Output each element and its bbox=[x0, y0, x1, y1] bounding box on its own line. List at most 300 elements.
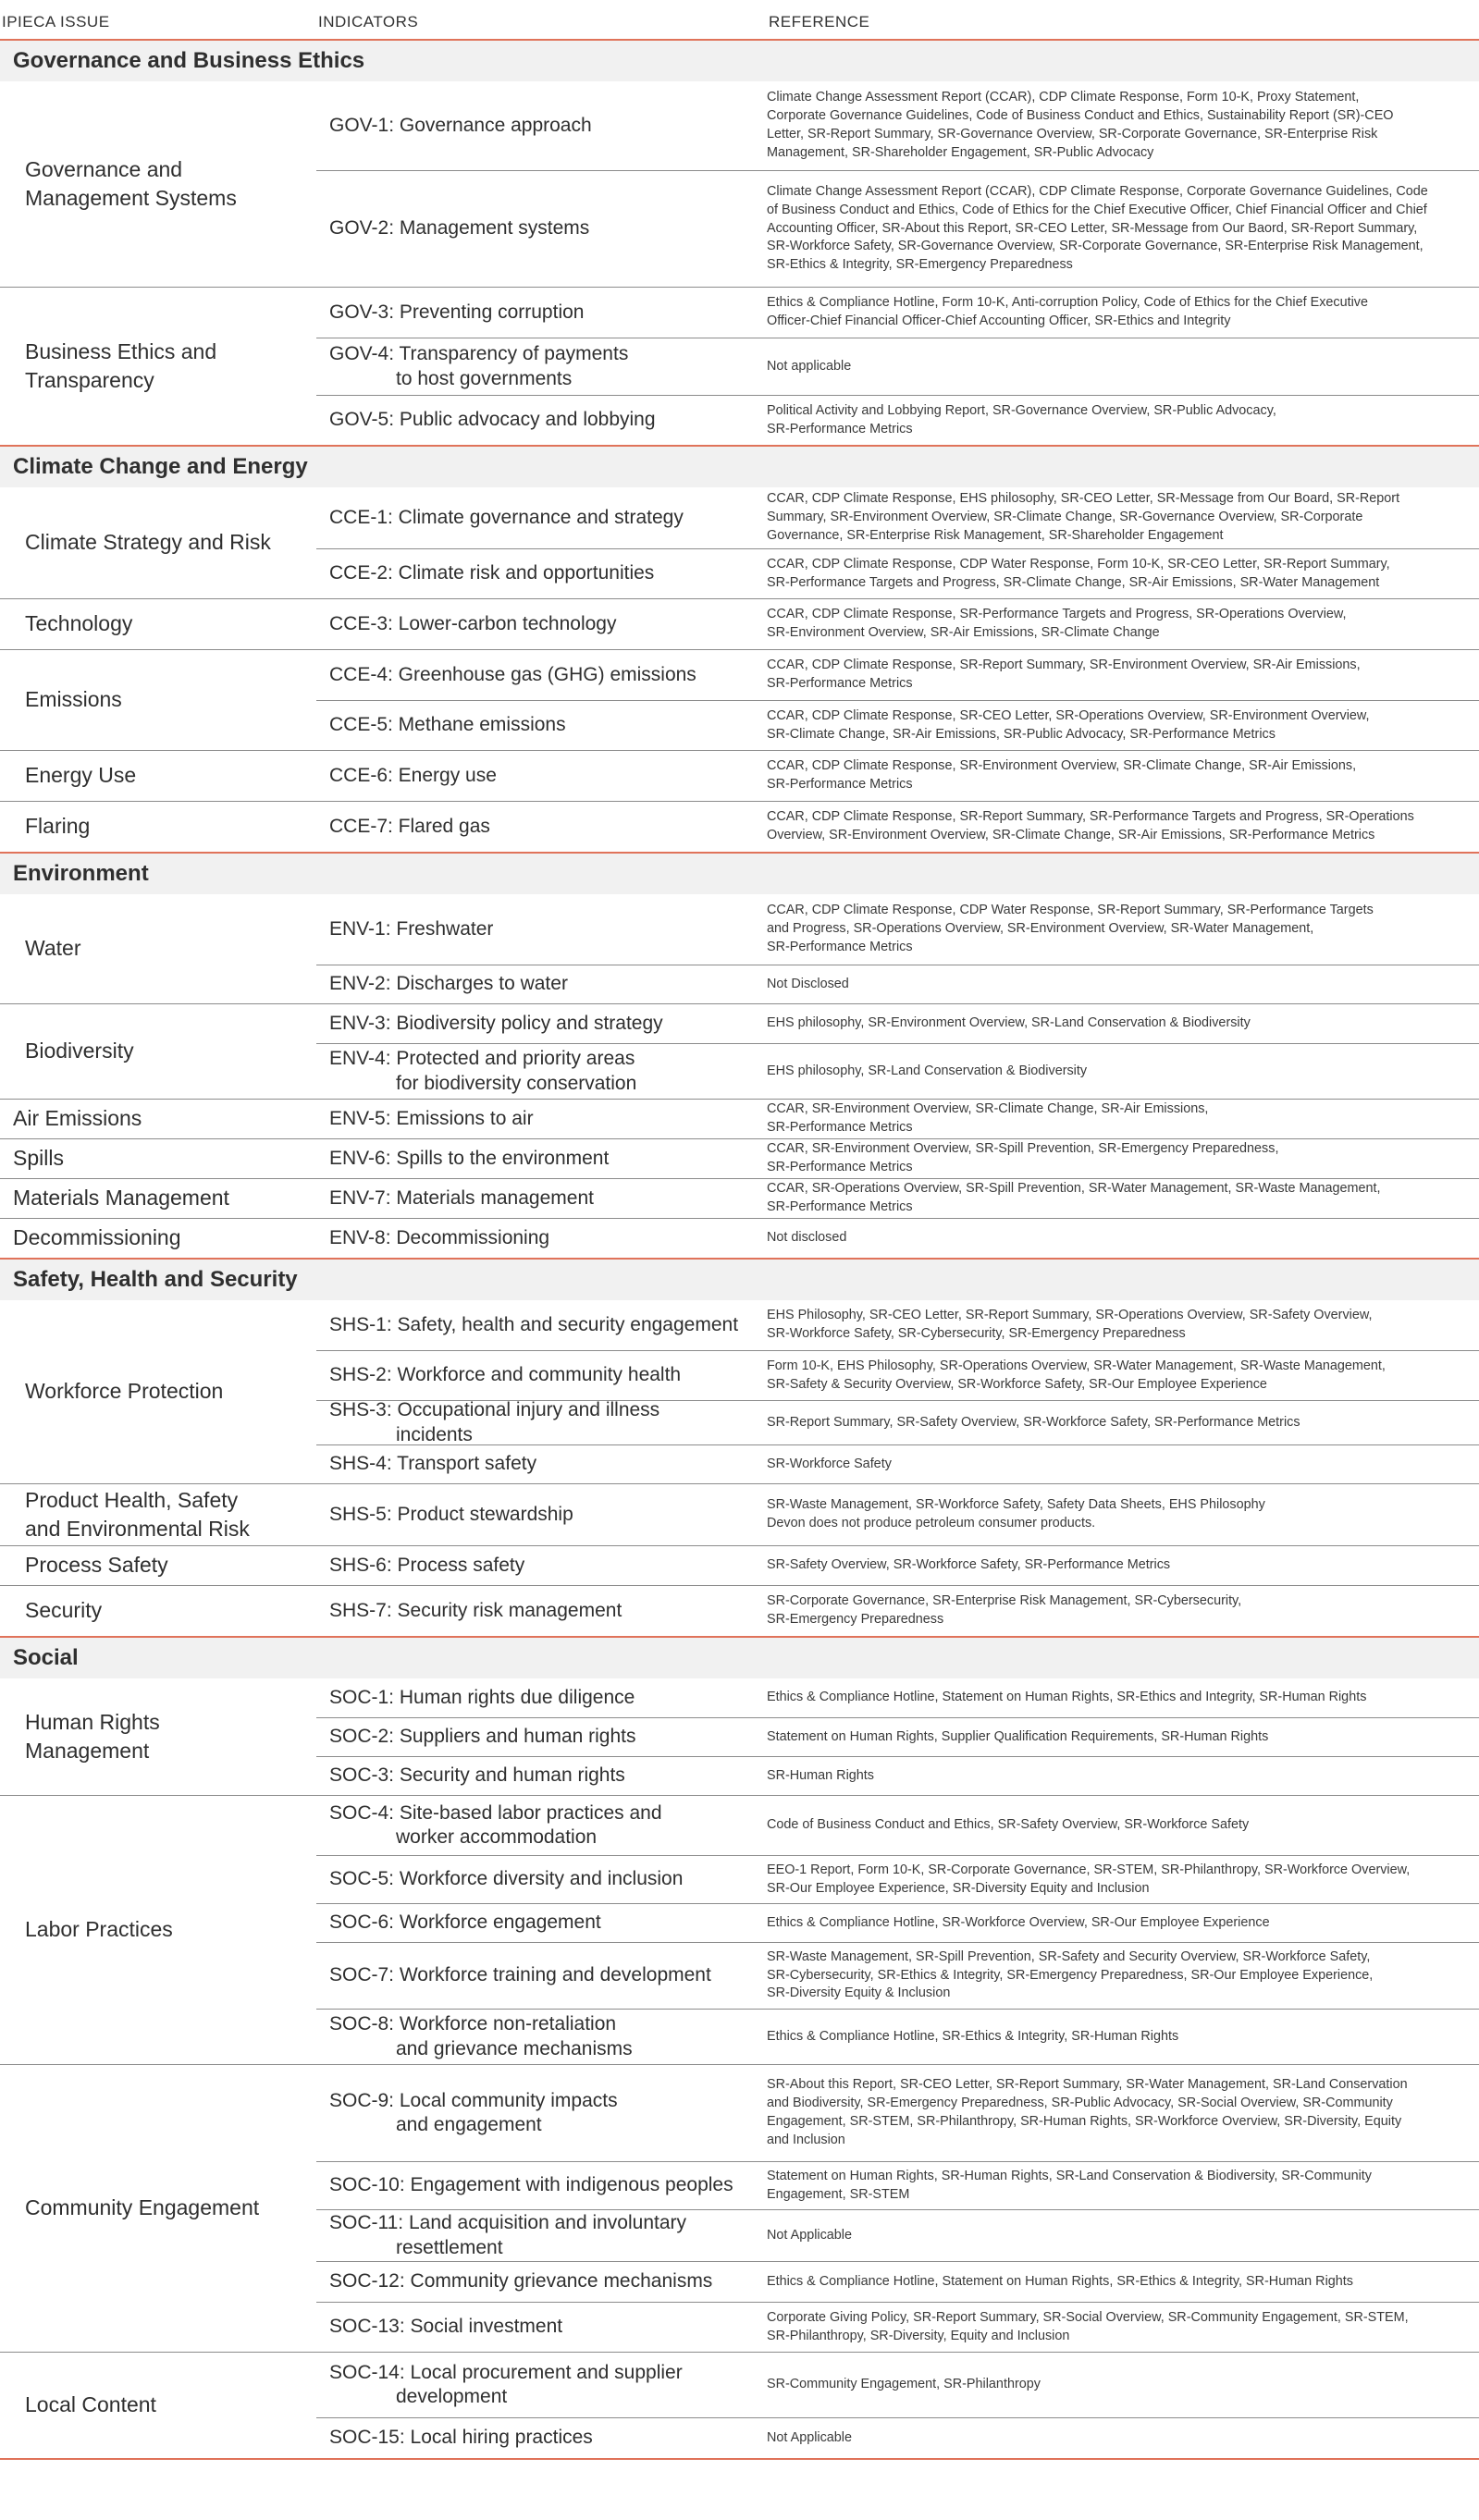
reference-text-line: CCAR, SR-Operations Overview, SR-Spill Prevention, SR-Water Management, SR-Waste Management, bbox=[767, 1181, 1381, 1197]
issue-label-line: Flaring bbox=[25, 814, 91, 839]
reference-text-line: SR-Performance Metrics bbox=[767, 1199, 913, 1214]
indicator-text: SOC-8: Workforce non-retaliation bbox=[329, 2013, 617, 2035]
reference-text-line: SR-Performance Metrics bbox=[767, 939, 913, 954]
reference-cell bbox=[767, 1496, 1479, 1533]
issue-label bbox=[0, 2065, 316, 2352]
issue-label-line: Management bbox=[25, 1739, 150, 1763]
issue-label bbox=[0, 802, 316, 852]
indicator-text: ENV-2: Discharges to water bbox=[329, 973, 568, 995]
issue-group bbox=[0, 801, 1479, 852]
issue-group bbox=[0, 750, 1479, 801]
issue-label-line: Local Content bbox=[25, 2392, 156, 2417]
issue-label bbox=[0, 1179, 316, 1218]
issue-group bbox=[0, 1003, 1479, 1099]
indicator-cell bbox=[316, 301, 767, 325]
issue-label-line: Biodiversity bbox=[25, 1039, 134, 1063]
table-row bbox=[316, 2209, 1479, 2261]
reference-text-line: SR-Report Summary, SR-Safety Overview, SR-Workforce Safety, SR-Performance Metrics bbox=[767, 1414, 1300, 1430]
indicator-cell bbox=[316, 663, 767, 687]
indicator-text: GOV-4: Transparency of payments bbox=[329, 343, 629, 365]
table-row bbox=[316, 1678, 1479, 1717]
issue-group bbox=[0, 649, 1479, 750]
issue-label-line: Air Emissions bbox=[13, 1106, 142, 1131]
issue-label-line: Community Engagement bbox=[25, 2195, 260, 2220]
indicator-rows bbox=[316, 487, 1479, 598]
reference-cell bbox=[767, 657, 1479, 694]
table-row bbox=[316, 1796, 1479, 1855]
table-row bbox=[316, 1546, 1479, 1585]
reference-text-line: and Inclusion bbox=[767, 2132, 845, 2147]
reference-text-line: SR-Performance Metrics bbox=[767, 1160, 913, 1174]
reference-text-line: SR-Cybersecurity, SR-Ethics & Integrity, SR-Emergency Preparedness, SR-Our Employee Experience, bbox=[767, 1967, 1374, 1983]
issue-label bbox=[0, 1139, 316, 1178]
reference-text-line: CCAR, CDP Climate Response, CDP Water Response, Form 10-K, SR-CEO Letter, SR-Report Summary, bbox=[767, 556, 1390, 572]
reference-text-line: Corporate Governance Guidelines, Code of Business Conduct and Ethics, Sustainability Report (SR)-CEO bbox=[767, 108, 1394, 124]
table-row bbox=[316, 1855, 1479, 1903]
reference-text-line: Ethics & Compliance Hotline, SR-Workforce Overview, SR-Our Employee Experience bbox=[767, 1914, 1270, 1930]
table-row bbox=[316, 2261, 1479, 2302]
indicator-rows bbox=[316, 1100, 1479, 1138]
indicator-cell bbox=[316, 2269, 767, 2293]
indicator-text: SOC-5: Workforce diversity and inclusion bbox=[329, 1868, 684, 1890]
reference-text-line: Statement on Human Rights, SR-Human Rights, SR-Land Conservation & Biodiversity, SR-Community bbox=[767, 2168, 1372, 2183]
indicator-text: GOV-3: Preventing corruption bbox=[329, 301, 585, 323]
reference-text-line: Climate Change Assessment Report (CCAR), CDP Climate Response, Form 10-K, Proxy Statement, bbox=[767, 90, 1360, 105]
indicator-text: worker accommodation bbox=[396, 1826, 598, 1848]
reference-text-line: SR-Diversity Equity & Inclusion bbox=[767, 1985, 951, 2001]
reference-text-line: Summary, SR-Environment Overview, SR-Climate Change, SR-Governance Overview, SR-Corporate bbox=[767, 510, 1363, 525]
issue-group bbox=[0, 1099, 1479, 1138]
table-row bbox=[316, 170, 1479, 287]
reference-cell bbox=[767, 757, 1479, 794]
indicator-text: SHS-1: Safety, health and security engagement bbox=[329, 1313, 739, 1335]
reference-text-line: SR-Climate Change, SR-Air Emissions, SR-Public Advocacy, SR-Performance Metrics bbox=[767, 726, 1276, 742]
issue-label-line: Product Health, Safety bbox=[25, 1487, 239, 1512]
indicator-text: resettlement bbox=[396, 2236, 503, 2258]
reference-cell bbox=[767, 606, 1479, 643]
table-row bbox=[316, 894, 1479, 965]
indicator-rows bbox=[316, 599, 1479, 649]
reference-text-line: Not Applicable bbox=[767, 2227, 852, 2243]
reference-text-line: SR-Emergency Preparedness bbox=[767, 1612, 944, 1627]
table-row bbox=[316, 1219, 1479, 1258]
section-title: Climate Change and Energy bbox=[0, 447, 1479, 487]
table-row bbox=[316, 2161, 1479, 2209]
indicator-text: SHS-7: Security risk management bbox=[329, 1599, 622, 1621]
reference-cell bbox=[767, 358, 1479, 376]
indicator-text: SOC-9: Local community impacts bbox=[329, 2089, 618, 2111]
reference-text-line: Management, SR-Shareholder Engagement, SR-Public Advocacy bbox=[767, 144, 1154, 160]
issue-label-line: Materials Management bbox=[13, 1186, 229, 1211]
reference-text-line: SR-Workforce Safety bbox=[767, 1456, 892, 1471]
issue-label-line: Workforce Protection bbox=[25, 1379, 224, 1404]
reference-cell bbox=[767, 1456, 1479, 1474]
indicator-text: SOC-7: Workforce training and development bbox=[329, 1964, 711, 1986]
issue-label bbox=[0, 894, 316, 1003]
reference-cell bbox=[767, 1358, 1479, 1395]
header-reference: REFERENCE bbox=[769, 13, 870, 31]
reference-text-line: EHS Philosophy, SR-CEO Letter, SR-Report Summary, SR-Operations Overview, SR-Safety Overview, bbox=[767, 1308, 1373, 1323]
reference-cell bbox=[767, 402, 1479, 439]
reference-cell bbox=[767, 2028, 1479, 2047]
reference-text-line: Code of Business Conduct and Ethics, SR-Safety Overview, SR-Workforce Safety bbox=[767, 1817, 1250, 1833]
indicator-cell bbox=[316, 1801, 767, 1850]
issue-group bbox=[0, 1585, 1479, 1636]
issue-label bbox=[0, 1796, 316, 2064]
indicator-text: SOC-1: Human rights due diligence bbox=[329, 1686, 635, 1708]
indicator-rows bbox=[316, 2353, 1479, 2458]
reference-text-line: SR-Workforce Safety, SR-Governance Overview, SR-Corporate Governance, SR-Enterprise Risk Management, bbox=[767, 239, 1424, 254]
indicator-cell bbox=[316, 972, 767, 996]
issue-group bbox=[0, 1678, 1479, 1795]
reference-cell bbox=[767, 1229, 1479, 1248]
table-row bbox=[316, 548, 1479, 598]
indicator-rows bbox=[316, 1219, 1479, 1258]
reference-cell bbox=[767, 2168, 1479, 2205]
indicator-cell bbox=[316, 561, 767, 585]
table-row bbox=[316, 338, 1479, 395]
reference-text-line: Political Activity and Lobbying Report, SR-Governance Overview, SR-Public Advocacy, bbox=[767, 402, 1276, 418]
issue-label-line: Business Ethics and bbox=[25, 338, 217, 363]
indicator-text: CCE-7: Flared gas bbox=[329, 815, 490, 837]
table-row bbox=[316, 1444, 1479, 1483]
reference-cell bbox=[767, 2309, 1479, 2346]
indicator-cell bbox=[316, 815, 767, 839]
indicator-cell bbox=[316, 2089, 767, 2138]
reference-text-line: and Biodiversity, SR-Emergency Preparedness, SR-Public Advocacy, SR-Social Overview, SR-Community bbox=[767, 2096, 1393, 2111]
indicator-rows bbox=[316, 1546, 1479, 1585]
reference-text-line: Corporate Giving Policy, SR-Report Summary, SR-Social Overview, SR-Community Engagement, SR-STEM, bbox=[767, 2309, 1409, 2325]
indicator-cell bbox=[316, 713, 767, 737]
indicator-text: SHS-6: Process safety bbox=[329, 1554, 525, 1576]
issue-label-line: Spills bbox=[13, 1146, 64, 1171]
reference-cell bbox=[767, 808, 1479, 845]
indicator-text: SHS-4: Transport safety bbox=[329, 1453, 537, 1475]
issue-label bbox=[0, 1219, 316, 1258]
reference-text-line: SR-Performance Targets and Progress, SR-Climate Change, SR-Air Emissions, SR-Water Management bbox=[767, 574, 1380, 590]
section-title: Governance and Business Ethics bbox=[0, 41, 1479, 81]
reference-cell bbox=[767, 1140, 1479, 1177]
table-row bbox=[316, 81, 1479, 170]
reference-cell bbox=[767, 1414, 1479, 1432]
indicator-cell bbox=[316, 1686, 767, 1710]
reference-text-line: SR-Performance Metrics bbox=[767, 1120, 913, 1135]
table-section bbox=[0, 854, 1479, 1260]
reference-cell bbox=[767, 1914, 1479, 1933]
indicator-text: ENV-4: Protected and priority areas bbox=[329, 1048, 635, 1070]
reference-text-line: Not disclosed bbox=[767, 1230, 847, 1246]
issue-label bbox=[0, 1546, 316, 1585]
reference-text-line: Ethics & Compliance Hotline, Statement on Human Rights, SR-Ethics and Integrity, SR-Human Rights bbox=[767, 1690, 1367, 1705]
indicator-cell bbox=[316, 764, 767, 788]
issue-label-line: Energy Use bbox=[25, 763, 137, 788]
reference-text-line: EHS philosophy, SR-Land Conservation & Biodiversity bbox=[767, 1063, 1088, 1078]
reference-text-line: Engagement, SR-STEM bbox=[767, 2186, 910, 2202]
table-row bbox=[316, 288, 1479, 338]
indicator-text: SOC-6: Workforce engagement bbox=[329, 1912, 601, 1934]
reference-cell bbox=[767, 2273, 1479, 2292]
indicator-cell bbox=[316, 1963, 767, 1987]
table-row bbox=[316, 2417, 1479, 2458]
table-row bbox=[316, 2065, 1479, 2161]
issue-label-line: Labor Practices bbox=[25, 1917, 173, 1942]
issue-label-line: Security bbox=[25, 1598, 103, 1623]
reference-text-line: SR-Environment Overview, SR-Air Emissions, SR-Climate Change bbox=[767, 625, 1160, 640]
header-ipieca-issue: IPIECA ISSUE bbox=[2, 13, 110, 31]
indicator-cell bbox=[316, 1599, 767, 1623]
indicator-text: GOV-2: Management systems bbox=[329, 217, 590, 240]
indicator-text: CCE-5: Methane emissions bbox=[329, 714, 566, 736]
indicator-cell bbox=[316, 2315, 767, 2339]
reference-cell bbox=[767, 1592, 1479, 1629]
reference-text-line: SR-Waste Management, SR-Spill Prevention, SR-Safety and Security Overview, SR-Workforce Safety, bbox=[767, 1948, 1371, 1964]
indicator-text: SOC-15: Local hiring practices bbox=[329, 2427, 593, 2449]
indicator-cell bbox=[316, 342, 767, 391]
indicator-cell bbox=[316, 1764, 767, 1788]
reference-cell bbox=[767, 1100, 1479, 1137]
indicator-text: to host governments bbox=[396, 367, 573, 389]
reference-text-line: Form 10-K, EHS Philosophy, SR-Operations Overview, SR-Water Management, SR-Waste Management, bbox=[767, 1358, 1386, 1373]
reference-text-line: Overview, SR-Environment Overview, SR-Climate Change, SR-Air Emissions, SR-Performance Metrics bbox=[767, 828, 1375, 842]
issue-group bbox=[0, 81, 1479, 287]
indicator-text: CCE-4: Greenhouse gas (GHG) emissions bbox=[329, 663, 696, 685]
indicator-text: ENV-7: Materials management bbox=[329, 1186, 594, 1209]
issue-label-line: Transparency bbox=[25, 368, 154, 392]
table-section bbox=[0, 447, 1479, 854]
reference-text-line: Letter, SR-Report Summary, SR-Governance Overview, SR-Corporate Governance, SR-Enterprise Risk bbox=[767, 127, 1378, 141]
reference-text-line: CCAR, CDP Climate Response, SR-Report Summary, SR-Performance Targets and Progress, SR-Operations bbox=[767, 809, 1414, 825]
issue-group bbox=[0, 1138, 1479, 1178]
indicator-text: and engagement bbox=[396, 2114, 542, 2135]
table-row bbox=[316, 965, 1479, 1003]
indicator-rows bbox=[316, 1796, 1479, 2064]
table-row bbox=[316, 395, 1479, 445]
reference-text-line: Not Disclosed bbox=[767, 976, 849, 991]
indicator-rows bbox=[316, 1004, 1479, 1099]
table-header bbox=[0, 0, 1479, 41]
indicator-cell bbox=[316, 1186, 767, 1211]
reference-text-line: CCAR, CDP Climate Response, EHS philosophy, SR-CEO Letter, SR-Message from Our Board, SR-Report bbox=[767, 491, 1400, 507]
reference-text-line: CCAR, CDP Climate Response, SR-Environment Overview, SR-Climate Change, SR-Air Emissions, bbox=[767, 758, 1357, 774]
issue-group bbox=[0, 1178, 1479, 1218]
reference-cell bbox=[767, 1307, 1479, 1344]
issue-group bbox=[0, 2064, 1479, 2352]
issue-label bbox=[0, 1004, 316, 1099]
table-row bbox=[316, 2353, 1479, 2417]
indicator-rows bbox=[316, 650, 1479, 750]
issue-group bbox=[0, 598, 1479, 649]
reference-cell bbox=[767, 976, 1479, 994]
indicator-text: SHS-2: Workforce and community health bbox=[329, 1364, 682, 1386]
table-row bbox=[316, 1300, 1479, 1350]
issue-label-line: Governance and bbox=[25, 156, 183, 181]
indicator-text: SHS-5: Product stewardship bbox=[329, 1503, 573, 1525]
indicator-cell bbox=[316, 114, 767, 138]
reference-text-line: SR-Performance Metrics bbox=[767, 777, 913, 792]
indicator-rows bbox=[316, 288, 1479, 445]
reference-cell bbox=[767, 1728, 1479, 1747]
table-row bbox=[316, 2302, 1479, 2352]
indicator-cell bbox=[316, 1047, 767, 1096]
reference-text-line: SR-Ethics & Integrity, SR-Emergency Preparedness bbox=[767, 257, 1073, 273]
reference-cell bbox=[767, 2076, 1479, 2150]
issue-label bbox=[0, 81, 316, 287]
reference-text-line: EEO-1 Report, Form 10-K, SR-Corporate Governance, SR-STEM, SR-Philanthropy, SR-Workforce Overview, bbox=[767, 1862, 1411, 1877]
indicator-cell bbox=[316, 1911, 767, 1935]
indicator-rows bbox=[316, 2065, 1479, 2352]
table-section bbox=[0, 1260, 1479, 1638]
indicator-rows bbox=[316, 1139, 1479, 1178]
reference-text-line: Ethics & Compliance Hotline, SR-Ethics & Integrity, SR-Human Rights bbox=[767, 2028, 1179, 2044]
issue-label bbox=[0, 487, 316, 598]
reference-text-line: EHS philosophy, SR-Environment Overview, SR-Land Conservation & Biodiversity bbox=[767, 1015, 1251, 1031]
reference-text-line: and Progress, SR-Operations Overview, SR-Environment Overview, SR-Water Management, bbox=[767, 921, 1314, 937]
issue-label-line: Climate Strategy and Risk bbox=[25, 530, 271, 555]
section-title: Safety, Health and Security bbox=[0, 1260, 1479, 1300]
indicator-text: and grievance mechanisms bbox=[396, 2037, 633, 2059]
indicator-text: ENV-1: Freshwater bbox=[329, 917, 494, 940]
indicator-cell bbox=[316, 917, 767, 941]
table-row bbox=[316, 1756, 1479, 1795]
reference-cell bbox=[767, 2429, 1479, 2448]
issue-group bbox=[0, 287, 1479, 445]
indicator-cell bbox=[316, 1363, 767, 1387]
table-row bbox=[316, 1139, 1479, 1178]
indicator-cell bbox=[316, 1012, 767, 1036]
reference-text-line: Statement on Human Rights, Supplier Qualification Requirements, SR-Human Rights bbox=[767, 1728, 1269, 1744]
reference-cell bbox=[767, 1948, 1479, 2004]
section-title: Environment bbox=[0, 854, 1479, 894]
issue-group bbox=[0, 1300, 1479, 1483]
issue-label-line: and Environmental Risk bbox=[25, 1517, 250, 1541]
table-row bbox=[316, 1903, 1479, 1942]
indicator-rows bbox=[316, 81, 1479, 287]
issue-group bbox=[0, 1545, 1479, 1585]
indicator-cell bbox=[316, 2426, 767, 2450]
reference-text-line: SR-Safety & Security Overview, SR-Workforce Safety, SR-Our Employee Experience bbox=[767, 1376, 1267, 1392]
table-row bbox=[316, 1004, 1479, 1043]
indicator-rows bbox=[316, 894, 1479, 1003]
issue-label bbox=[0, 599, 316, 649]
indicator-cell bbox=[316, 1107, 767, 1131]
indicator-cell bbox=[316, 2211, 767, 2260]
reference-text-line: Climate Change Assessment Report (CCAR), CDP Climate Response, Corporate Governance Guidelines, Code bbox=[767, 183, 1428, 199]
reference-text-line: SR-Performance Metrics bbox=[767, 676, 913, 691]
reference-cell bbox=[767, 1816, 1479, 1835]
issue-group bbox=[0, 1483, 1479, 1545]
indicator-cell bbox=[316, 2173, 767, 2197]
reference-text-line: Governance, SR-Enterprise Risk Management, SR-Shareholder Engagement bbox=[767, 527, 1224, 543]
reference-text-line: CCAR, SR-Environment Overview, SR-Spill Prevention, SR-Emergency Preparedness, bbox=[767, 1141, 1279, 1157]
table-row bbox=[316, 802, 1479, 852]
reference-text-line: Ethics & Compliance Hotline, Form 10-K, Anti-corruption Policy, Code of Ethics for the Chief Executive bbox=[767, 295, 1368, 311]
issue-label bbox=[0, 650, 316, 750]
reference-text-line: CCAR, CDP Climate Response, CDP Water Response, SR-Report Summary, SR-Performance Targets bbox=[767, 903, 1374, 918]
indicator-text: SOC-10: Engagement with indigenous peoples bbox=[329, 2174, 733, 2196]
reference-text-line: SR-Safety Overview, SR-Workforce Safety, SR-Performance Metrics bbox=[767, 1557, 1171, 1573]
issue-label-line: Human Rights bbox=[25, 1709, 160, 1734]
table-row bbox=[316, 487, 1479, 548]
reference-cell bbox=[767, 1180, 1479, 1217]
indicator-rows bbox=[316, 1586, 1479, 1636]
issue-group bbox=[0, 894, 1479, 1003]
section-title: Social bbox=[0, 1638, 1479, 1678]
reference-text-line: Not Applicable bbox=[767, 2429, 852, 2445]
indicator-cell bbox=[316, 2361, 767, 2410]
indicator-text: SOC-3: Security and human rights bbox=[329, 1764, 625, 1787]
reference-cell bbox=[767, 294, 1479, 331]
indicator-text: ENV-6: Spills to the environment bbox=[329, 1147, 610, 1169]
indicator-cell bbox=[316, 1452, 767, 1476]
reference-text-line: SR-Workforce Safety, SR-Cybersecurity, SR-Emergency Preparedness bbox=[767, 1326, 1186, 1341]
table-row bbox=[316, 751, 1479, 801]
reference-text-line: Devon does not produce petroleum consumer products. bbox=[767, 1516, 1096, 1530]
indicator-cell bbox=[316, 2012, 767, 2061]
indicator-cell bbox=[316, 612, 767, 636]
indicator-cell bbox=[316, 1147, 767, 1171]
reference-text-line: CCAR, CDP Climate Response, SR-Performance Targets and Progress, SR-Operations Overview, bbox=[767, 607, 1347, 622]
indicator-text: CCE-2: Climate risk and opportunities bbox=[329, 562, 655, 584]
indicator-cell bbox=[316, 1313, 767, 1337]
issue-label bbox=[0, 1100, 316, 1138]
issue-label-line: Water bbox=[25, 936, 81, 961]
issue-group bbox=[0, 487, 1479, 598]
table-row bbox=[316, 1717, 1479, 1756]
reference-text-line: Ethics & Compliance Hotline, Statement on Human Rights, SR-Ethics & Integrity, SR-Human Rights bbox=[767, 2273, 1353, 2289]
indicator-text: CCE-1: Climate governance and strategy bbox=[329, 506, 684, 528]
reference-text-line: CCAR, CDP Climate Response, SR-CEO Letter, SR-Operations Overview, SR-Environment Overview, bbox=[767, 707, 1370, 723]
reference-text-line: Officer-Chief Financial Officer-Chief Accounting Officer, SR-Ethics and Integrity bbox=[767, 313, 1231, 328]
reference-text-line: Accounting Officer, SR-About this Report, SR-CEO Letter, SR-Message from Our Baord, SR-Report Summary, bbox=[767, 220, 1418, 236]
indicator-cell bbox=[316, 1226, 767, 1250]
indicator-text: SOC-12: Community grievance mechanisms bbox=[329, 2270, 713, 2293]
issue-label bbox=[0, 288, 316, 445]
reference-cell bbox=[767, 490, 1479, 546]
table-row bbox=[316, 650, 1479, 700]
reference-text-line: CCAR, CDP Climate Response, SR-Report Summary, SR-Environment Overview, SR-Air Emissions, bbox=[767, 658, 1361, 673]
indicator-text: development bbox=[396, 2386, 508, 2407]
issue-label-line: Process Safety bbox=[25, 1553, 168, 1578]
indicator-text: SOC-2: Suppliers and human rights bbox=[329, 1726, 636, 1748]
indicator-text: ENV-5: Emissions to air bbox=[329, 1107, 534, 1129]
issue-group bbox=[0, 2352, 1479, 2458]
reference-cell bbox=[767, 556, 1479, 593]
reference-text-line: SR-Human Rights bbox=[767, 1767, 874, 1783]
reference-cell bbox=[767, 1767, 1479, 1786]
reference-cell bbox=[767, 1862, 1479, 1899]
indicator-text: SOC-4: Site-based labor practices and bbox=[329, 1801, 662, 1824]
reference-text-line: Not applicable bbox=[767, 358, 852, 374]
reference-text-line: SR-Our Employee Experience, SR-Diversity Equity and Inclusion bbox=[767, 1880, 1150, 1896]
issue-group bbox=[0, 1795, 1479, 2064]
table-row bbox=[316, 1484, 1479, 1545]
table-row bbox=[316, 1350, 1479, 1400]
reference-cell bbox=[767, 2227, 1479, 2245]
indicator-text: SOC-14: Local procurement and supplier bbox=[329, 2361, 683, 2383]
table-section bbox=[0, 1638, 1479, 2460]
table-row bbox=[316, 1179, 1479, 1218]
issue-label-line: Decommissioning bbox=[13, 1225, 181, 1250]
issue-label bbox=[0, 1586, 316, 1636]
table-row bbox=[316, 1400, 1479, 1444]
table-row bbox=[316, 1586, 1479, 1636]
indicator-text: ENV-3: Biodiversity policy and strategy bbox=[329, 1012, 663, 1034]
reference-cell bbox=[767, 1063, 1479, 1081]
table-row bbox=[316, 1100, 1479, 1138]
indicator-text: for biodiversity conservation bbox=[396, 1072, 637, 1094]
indicator-rows bbox=[316, 1484, 1479, 1545]
indicator-text: SOC-11: Land acquisition and involuntary bbox=[329, 2212, 687, 2234]
